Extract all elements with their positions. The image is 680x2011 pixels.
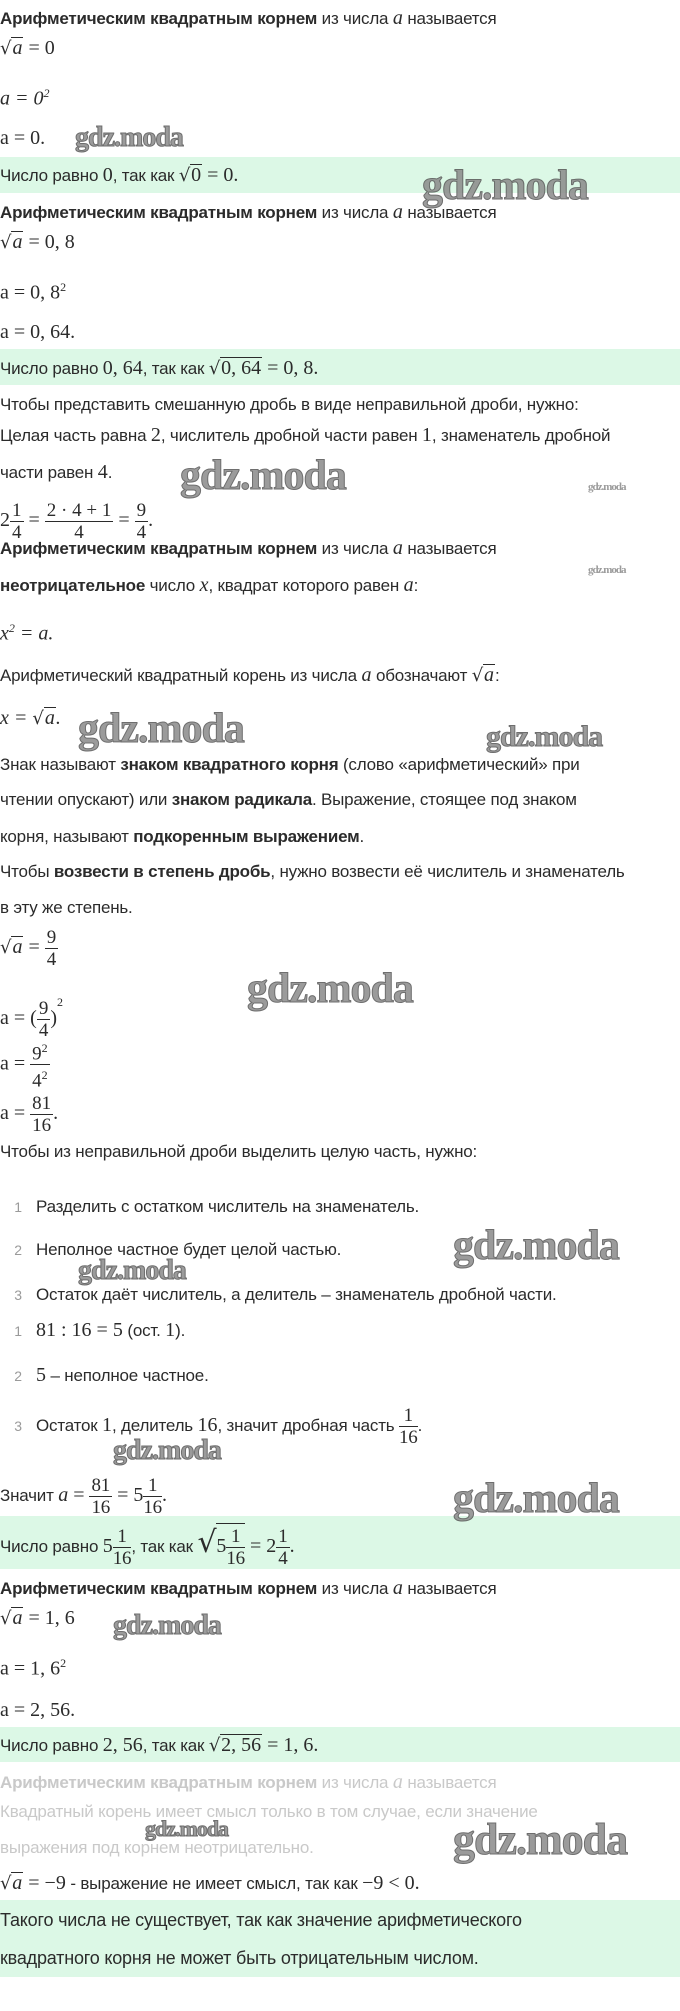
math-part: 16	[398, 1427, 418, 1449]
value: 4	[97, 461, 108, 483]
equation	[0, 320, 75, 344]
math-part	[30, 1038, 50, 1065]
math-part: 16	[32, 1114, 52, 1136]
paragraph-line: Чтобы из неправильной дроби выделить целую часть, нужно:	[0, 1142, 478, 1161]
equation	[0, 1091, 58, 1135]
sqrt-sign: √	[208, 1735, 221, 1756]
math-part: Арифметическим квадратным корнем	[0, 1579, 318, 1598]
whole: 2	[0, 509, 10, 531]
math-part: 9	[46, 926, 57, 948]
fraction	[37, 998, 51, 1041]
math-part: Остаток даёт числитель, а делитель – знаменатель дробной части.	[36, 1285, 557, 1304]
math-part: Неполное частное будет целой частью.	[36, 1240, 342, 1259]
math-part: 1	[102, 1414, 113, 1436]
paragraph-line-faded: Квадратный корень имеет смысл только в том случае, если значение	[0, 1802, 538, 1821]
math-part: 1	[12, 499, 22, 521]
dot: .	[53, 1102, 59, 1124]
math-part: , делитель	[112, 1416, 198, 1435]
text: (слово «арифметический» при	[338, 755, 580, 774]
math-part: 1	[143, 1475, 162, 1497]
sqrt-sign: √	[0, 1608, 12, 1629]
definition-line	[0, 1576, 497, 1600]
math-part: 81 : 16 = 5	[36, 1319, 123, 1341]
sqrt-sign: √	[32, 708, 44, 729]
sqrt-sign: √	[471, 665, 483, 686]
math-part: 16	[112, 1548, 132, 1570]
math-part	[89, 1475, 112, 1518]
text: . Выражение, стоящее под знаком	[311, 790, 577, 809]
math-part: = 1, 6.	[262, 1734, 319, 1756]
answer-line	[0, 1733, 318, 1757]
answer-line: квадратного корня не может быть отрицательным числом.	[0, 1948, 479, 1968]
math-part	[226, 1526, 245, 1569]
math-part: называется	[402, 1773, 497, 1792]
text: корня, называют	[0, 827, 134, 846]
text: .	[107, 463, 113, 482]
equation	[0, 616, 54, 645]
paragraph-line	[0, 788, 577, 812]
definition-line	[0, 573, 418, 597]
equation	[0, 706, 61, 730]
equation	[0, 126, 45, 150]
watermark: gdz.moda	[145, 1816, 229, 1841]
math-part: 9	[32, 1043, 42, 1065]
math-part: .	[161, 1484, 167, 1506]
math-part	[143, 1475, 162, 1518]
math-part: 9	[38, 997, 49, 1019]
math-part: из числа	[317, 1579, 393, 1598]
radicand: 0, 64	[221, 357, 262, 379]
text: называется	[402, 203, 497, 222]
math-part: a	[12, 1607, 23, 1629]
math-part: Разделить с остатком числитель на знаменатель.	[36, 1197, 420, 1216]
radicand: a	[44, 707, 55, 729]
math-part: Число равно	[0, 1736, 103, 1755]
math-part: 4	[12, 521, 22, 543]
math-part: называется	[402, 1579, 497, 1598]
radicand: a	[12, 37, 23, 59]
math-part: 2	[41, 1068, 48, 1083]
text: , так как	[142, 359, 209, 378]
equals: =	[23, 509, 45, 531]
exponent: 2	[60, 280, 67, 294]
math-part: Число равно	[0, 1537, 103, 1556]
equation	[0, 81, 50, 110]
math-part: a = 1, 6	[0, 1657, 61, 1680]
watermark: gdz.moda	[113, 1610, 221, 1641]
math-part: 16	[91, 1497, 111, 1519]
fraction	[30, 1038, 50, 1092]
lhs: a = (	[0, 1007, 37, 1029]
equation	[0, 980, 63, 1041]
paragraph-line: в эту же степень.	[0, 898, 133, 917]
text: Число равно	[0, 359, 103, 378]
watermark: gdz.moda	[78, 706, 244, 752]
math-part: a	[392, 1577, 403, 1599]
text: :	[413, 576, 419, 595]
lhs: a = 0, 64.	[0, 321, 76, 343]
paragraph-line	[0, 423, 610, 447]
math-part: =	[68, 1484, 90, 1506]
fraction	[30, 1093, 53, 1136]
answer-line	[0, 1521, 295, 1570]
text: части равен	[0, 463, 98, 482]
lhs: a =	[0, 1052, 31, 1075]
text: , квадрат которого равен	[208, 576, 404, 595]
math-part: 81	[91, 1475, 111, 1497]
bold-term: знаком квадратного корня	[120, 755, 339, 774]
definition-line	[0, 6, 497, 30]
math-part: 2	[14, 1368, 22, 1384]
math-part	[113, 1526, 132, 1569]
watermark: gdz.moda	[588, 564, 626, 576]
rhs: = a.	[14, 622, 54, 645]
paragraph-line	[0, 825, 364, 849]
math-part: 4	[32, 1070, 42, 1092]
text: Арифметический квадратный корень из числа	[0, 666, 362, 685]
step-item	[0, 1363, 209, 1387]
lhs: x	[0, 622, 9, 645]
watermark: gdz.moda	[78, 1255, 186, 1286]
var: a	[403, 574, 414, 596]
watermark: gdz.moda	[113, 1435, 221, 1466]
value: 0	[102, 164, 113, 186]
math-part	[399, 1405, 418, 1448]
math-part: 3	[14, 1287, 22, 1303]
math-part: , так как	[142, 1736, 209, 1755]
math-part: Арифметическим квадратным корнем	[0, 1773, 318, 1792]
text: :	[494, 666, 500, 685]
math-part: – неполное частное.	[46, 1366, 209, 1385]
exponent: 2	[43, 86, 50, 100]
bold-term: знаком радикала	[171, 790, 312, 809]
sqrt-sign: √	[178, 165, 191, 186]
radicand: a	[12, 936, 23, 958]
equation	[0, 230, 75, 254]
math-part: , значит дробная часть	[217, 1416, 399, 1435]
math-part: - выражение не имеет смысл, так как	[65, 1874, 363, 1893]
paragraph-line	[0, 860, 625, 884]
dot: .	[55, 707, 61, 729]
lhs: a = 0, 8	[0, 281, 61, 304]
math-part: 2, 56	[102, 1734, 143, 1756]
equation	[0, 1038, 50, 1092]
dot: .	[148, 509, 154, 531]
sqrt-sign: √	[0, 937, 12, 958]
result-line	[0, 1473, 167, 1517]
math-part: 4	[38, 1019, 49, 1041]
math-part: 4	[74, 521, 84, 543]
equation	[0, 36, 55, 60]
math-part: 5	[102, 1535, 113, 1557]
text: число	[145, 576, 200, 595]
lhs: a = 0	[0, 87, 44, 110]
math-part: −9 < 0.	[362, 1872, 420, 1894]
math-part: 16	[197, 1414, 218, 1436]
var: a	[392, 7, 403, 29]
rhs: = 0, 8.	[262, 357, 319, 379]
radicand: a	[483, 664, 494, 686]
value: 2	[150, 424, 161, 446]
math-part: = 1, 6	[23, 1607, 75, 1629]
equation	[0, 1651, 67, 1680]
rule-item	[0, 1283, 557, 1307]
watermark: gdz.moda	[453, 1476, 619, 1522]
math-part: 3	[14, 1418, 22, 1434]
math-part: 2	[60, 1656, 67, 1670]
math-part: 1	[278, 1526, 288, 1548]
var: a	[392, 537, 403, 559]
paragraph-line: Чтобы представить смешанную дробь в виде неправильной дроби, нужно:	[0, 395, 579, 414]
text: , так как	[112, 166, 179, 185]
math-part: 9	[136, 499, 147, 521]
sqrt-sign: √	[0, 232, 12, 253]
text: из числа	[317, 539, 393, 558]
lhs: a = 0.	[0, 127, 46, 149]
math-part: 1	[226, 1526, 245, 1548]
value: 0, 64	[102, 357, 143, 379]
bold-term: Арифметическим квадратным корнем	[0, 203, 318, 222]
lhs: x =	[0, 707, 33, 729]
watermark: gdz.moda	[75, 122, 183, 153]
definition-line-faded	[0, 1770, 497, 1794]
fraction	[45, 927, 59, 970]
math-part: 16	[143, 1497, 162, 1519]
equation	[0, 1606, 75, 1630]
math-part: 2	[41, 1041, 48, 1055]
equation	[0, 925, 58, 969]
math-part: = −9	[23, 1872, 66, 1894]
var: a	[392, 201, 403, 223]
math-part: из числа	[317, 1773, 393, 1792]
watermark: gdz.moda	[247, 966, 413, 1012]
bold-term: подкоренным выражением	[133, 827, 360, 846]
paragraph-line-faded: выражения под корнем неотрицательно.	[0, 1838, 314, 1857]
math-part: 5	[36, 1364, 46, 1386]
var: a	[361, 664, 372, 686]
rhs: = 0	[23, 37, 55, 59]
math-part: (ост.	[122, 1321, 166, 1340]
math-part	[276, 1526, 289, 1569]
var: x	[199, 574, 209, 596]
answer-line	[0, 356, 318, 380]
sqrt-sign: √	[0, 1873, 12, 1894]
math-part: , так как	[131, 1537, 198, 1556]
text: , нужно возвести её числитель и знаменатель	[270, 862, 625, 881]
math-part: = 5	[112, 1484, 144, 1506]
math-part: 4	[278, 1548, 288, 1570]
watermark: gdz.moda	[588, 481, 626, 493]
text: Чтобы	[0, 862, 54, 881]
text: из числа	[317, 203, 393, 222]
bold-term: Арифметическим квадратным корнем	[0, 9, 318, 28]
math-part: Остаток	[36, 1416, 103, 1435]
equation	[0, 275, 67, 304]
equals: =	[113, 509, 135, 531]
math-part: 1	[399, 1405, 418, 1427]
definition-line	[0, 536, 497, 560]
bold-term: возвести в степень дробь	[53, 862, 271, 881]
text: Целая часть равна	[0, 426, 151, 445]
radicand: a	[12, 231, 23, 253]
text: Число равно	[0, 166, 103, 185]
paragraph-line	[0, 663, 500, 687]
paragraph-line	[0, 460, 112, 484]
text: обозначают	[371, 666, 472, 685]
radicand: 0	[191, 164, 202, 186]
math-part: 2, 56	[221, 1734, 262, 1756]
answer-line: Такого числа не существует, так как значение арифметического	[0, 1910, 522, 1930]
math-part: 4	[46, 948, 57, 970]
math-part: a	[12, 1872, 23, 1894]
equation	[0, 1698, 75, 1722]
watermark: gdz.moda	[486, 720, 603, 753]
paren: )	[50, 1007, 57, 1029]
text: называется	[402, 539, 497, 558]
sqrt-sign: √	[208, 358, 221, 379]
bold-term: неотрицательное	[0, 576, 146, 595]
watermark: gdz.moda	[453, 1223, 619, 1269]
sqrt-sign: √	[0, 38, 12, 59]
step-item	[0, 1318, 185, 1342]
math-part: 2	[14, 1242, 22, 1258]
value: 1	[421, 424, 432, 446]
watermark: gdz.moda	[453, 1815, 628, 1864]
exponent: 2	[8, 621, 15, 635]
text: чтении опускают) или	[0, 790, 172, 809]
rhs: = 0, 8	[23, 231, 75, 253]
math-part: 1	[113, 1526, 132, 1548]
text: .	[359, 827, 365, 846]
math-part: a = 2, 56.	[0, 1699, 76, 1721]
math-part: 1	[14, 1323, 22, 1339]
math-part: 4	[136, 521, 147, 543]
math-part: a	[58, 1484, 69, 1506]
answer-line	[0, 163, 238, 187]
math-part: a	[392, 1771, 403, 1793]
math-part: 5	[216, 1535, 227, 1557]
math-part	[216, 1523, 245, 1569]
math-part: 1	[165, 1319, 176, 1341]
math-part: ).	[175, 1321, 186, 1340]
text: , знаменатель дробной	[431, 426, 611, 445]
rule-item	[0, 1195, 419, 1219]
equation-line	[0, 1871, 420, 1895]
math-part: 81	[32, 1092, 52, 1114]
watermark: gdz.moda	[180, 453, 346, 499]
math-part: 1	[14, 1199, 22, 1215]
paragraph-line	[0, 753, 580, 777]
text: Знак называют	[0, 755, 121, 774]
bold-term: Арифметическим квадратным корнем	[0, 539, 318, 558]
math-part: .	[289, 1535, 295, 1557]
math-part: .	[417, 1416, 423, 1435]
rhs: = 0.	[202, 164, 239, 186]
watermark: gdz.moda	[422, 163, 588, 209]
lhs: a =	[0, 1102, 31, 1124]
text: называется	[402, 9, 497, 28]
math-part: = 2	[244, 1535, 277, 1557]
text: , числитель дробной части равен	[160, 426, 422, 445]
exponent: 2	[57, 995, 63, 1009]
math-part: 16	[226, 1548, 245, 1570]
math-part: Значит	[0, 1486, 59, 1505]
sqrt-sign: √	[197, 1525, 217, 1560]
text: из числа	[317, 9, 393, 28]
equals: =	[23, 936, 45, 958]
math-part: 2 · 4 + 1	[46, 499, 112, 521]
math-part	[30, 1065, 50, 1091]
